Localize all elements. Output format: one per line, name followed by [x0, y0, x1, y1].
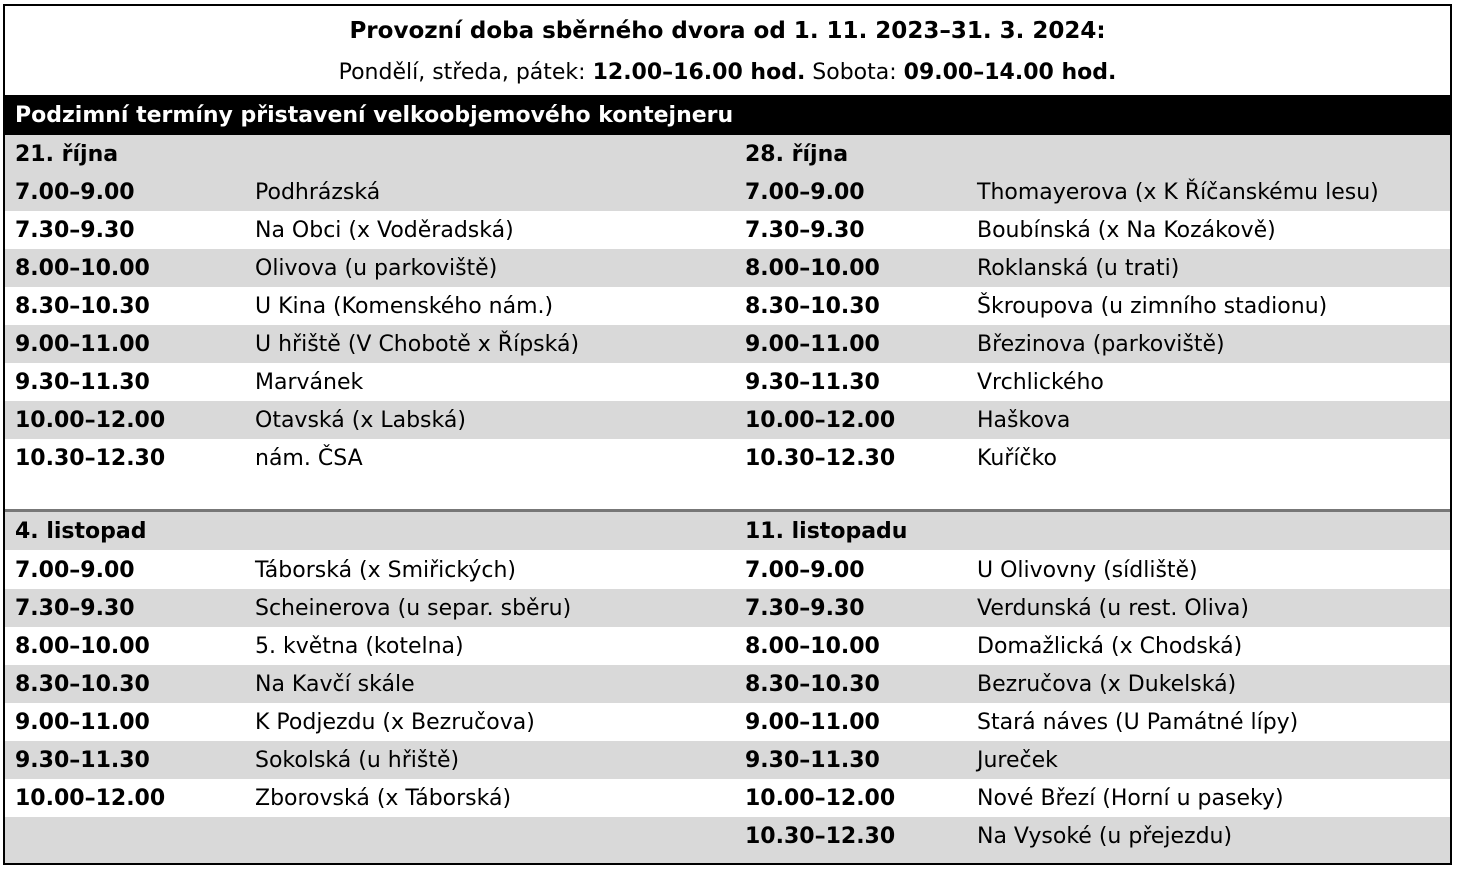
place-cell: Sokolská (u hřiště): [255, 748, 460, 773]
place-cell: Kuříčko: [977, 446, 1057, 471]
place-cell: Na Obci (x Voděradská): [255, 218, 514, 243]
table-row: [5, 665, 1450, 703]
table-row: [5, 439, 1450, 477]
place-cell: Verdunská (u rest. Oliva): [977, 596, 1249, 621]
table-row: [5, 589, 1450, 627]
time-cell: 7.30–9.30: [15, 596, 135, 621]
place-cell: Na Kavčí skále: [255, 672, 415, 697]
place-cell: Táborská (x Smiřických): [255, 558, 516, 583]
weekdays-label: Pondělí, středa, pátek:: [338, 60, 593, 85]
time-cell: 8.00–10.00: [15, 256, 150, 281]
opening-hours-line: [5, 58, 1450, 88]
time-cell: 8.00–10.00: [15, 634, 150, 659]
weekdays-hours: 12.00–16.00 hod.: [592, 60, 806, 85]
time-cell: 8.00–10.00: [745, 256, 880, 281]
time-cell: 9.00–11.00: [745, 710, 880, 735]
table-row: [5, 627, 1450, 665]
date-row: [5, 135, 1450, 173]
date-heading: 4. listopad: [15, 519, 147, 544]
place-cell: Na Vysoké (u přejezdu): [977, 824, 1233, 849]
table-row: [5, 249, 1450, 287]
place-cell: Roklanská (u trati): [977, 256, 1180, 281]
time-cell: 10.00–12.00: [745, 408, 896, 433]
table-row: [5, 779, 1450, 817]
time-cell: 10.00–12.00: [15, 786, 166, 811]
place-cell: Stará náves (U Památné lípy): [977, 710, 1299, 735]
table-row: [5, 703, 1450, 741]
time-cell: 10.30–12.30: [745, 824, 896, 849]
time-cell: 7.30–9.30: [15, 218, 135, 243]
time-cell: 7.30–9.30: [745, 596, 865, 621]
table-row: [5, 817, 1450, 863]
place-cell: Jureček: [977, 748, 1058, 773]
table-row: [5, 363, 1450, 401]
time-cell: 8.30–10.30: [745, 294, 880, 319]
place-cell: Otavská (x Labská): [255, 408, 466, 433]
place-cell: 5. května (kotelna): [255, 634, 464, 659]
table-row: [5, 173, 1450, 211]
table-row: [5, 287, 1450, 325]
time-cell: 9.30–11.30: [745, 370, 880, 395]
place-cell: Bezručova (x Dukelská): [977, 672, 1237, 697]
time-cell: 9.00–11.00: [15, 332, 150, 357]
place-cell: Vrchlického: [977, 370, 1104, 395]
time-cell: 7.00–9.00: [15, 180, 135, 205]
time-cell: 9.30–11.30: [745, 748, 880, 773]
time-cell: 10.30–12.30: [745, 446, 896, 471]
table-row: [5, 551, 1450, 589]
place-cell: U Olivovny (sídliště): [977, 558, 1198, 583]
place-cell: Škroupova (u zimního stadionu): [977, 294, 1328, 319]
date-heading: 21. října: [15, 142, 119, 167]
time-cell: 8.30–10.30: [745, 672, 880, 697]
place-cell: Březinova (parkoviště): [977, 332, 1225, 357]
time-cell: 7.00–9.00: [745, 558, 865, 583]
time-cell: 9.00–11.00: [745, 332, 880, 357]
time-cell: 8.30–10.30: [15, 294, 150, 319]
date-heading: 11. listopadu: [745, 519, 908, 544]
table-row: [5, 401, 1450, 439]
time-cell: 10.30–12.30: [15, 446, 166, 471]
time-cell: 8.30–10.30: [15, 672, 150, 697]
place-cell: K Podjezdu (x Bezručova): [255, 710, 535, 735]
time-cell: 8.00–10.00: [745, 634, 880, 659]
saturday-hours: 09.00–14.00 hod.: [903, 60, 1117, 85]
date-row: [5, 512, 1450, 550]
place-cell: Boubínská (x Na Kozákově): [977, 218, 1276, 243]
section-title: Podzimní termíny přistavení velkoobjemového kontejneru: [5, 95, 1450, 135]
place-cell: Haškova: [977, 408, 1071, 433]
place-cell: Marvánek: [255, 370, 364, 395]
place-cell: U hřiště (V Chobotě x Řípská): [255, 332, 580, 357]
table-row: [5, 325, 1450, 363]
time-cell: 7.00–9.00: [15, 558, 135, 583]
table-row: [5, 741, 1450, 779]
opening-hours-title: Provozní doba sběrného dvora od 1. 11. 2023–31. 3. 2024:: [349, 18, 1106, 44]
time-cell: 10.00–12.00: [15, 408, 166, 433]
place-cell: Thomayerova (x K Říčanskému lesu): [977, 180, 1379, 205]
saturday-label: Sobota:: [805, 60, 904, 85]
table-row: [5, 211, 1450, 249]
place-cell: Scheinerova (u separ. sběru): [255, 596, 572, 621]
time-cell: 7.00–9.00: [745, 180, 865, 205]
place-cell: Podhrázská: [255, 180, 381, 205]
time-cell: 10.00–12.00: [745, 786, 896, 811]
schedule-document: [3, 4, 1452, 865]
place-cell: Domažlická (x Chodská): [977, 634, 1243, 659]
place-cell: Zborovská (x Táborská): [255, 786, 512, 811]
place-cell: Olivova (u parkoviště): [255, 256, 498, 281]
place-cell: Nové Březí (Horní u paseky): [977, 786, 1284, 811]
place-cell: nám. ČSA: [255, 446, 363, 471]
time-cell: 9.30–11.30: [15, 370, 150, 395]
place-cell: U Kina (Komenského nám.): [255, 294, 554, 319]
time-cell: 9.00–11.00: [15, 710, 150, 735]
time-cell: 9.30–11.30: [15, 748, 150, 773]
time-cell: 7.30–9.30: [745, 218, 865, 243]
date-heading: 28. října: [745, 142, 849, 167]
